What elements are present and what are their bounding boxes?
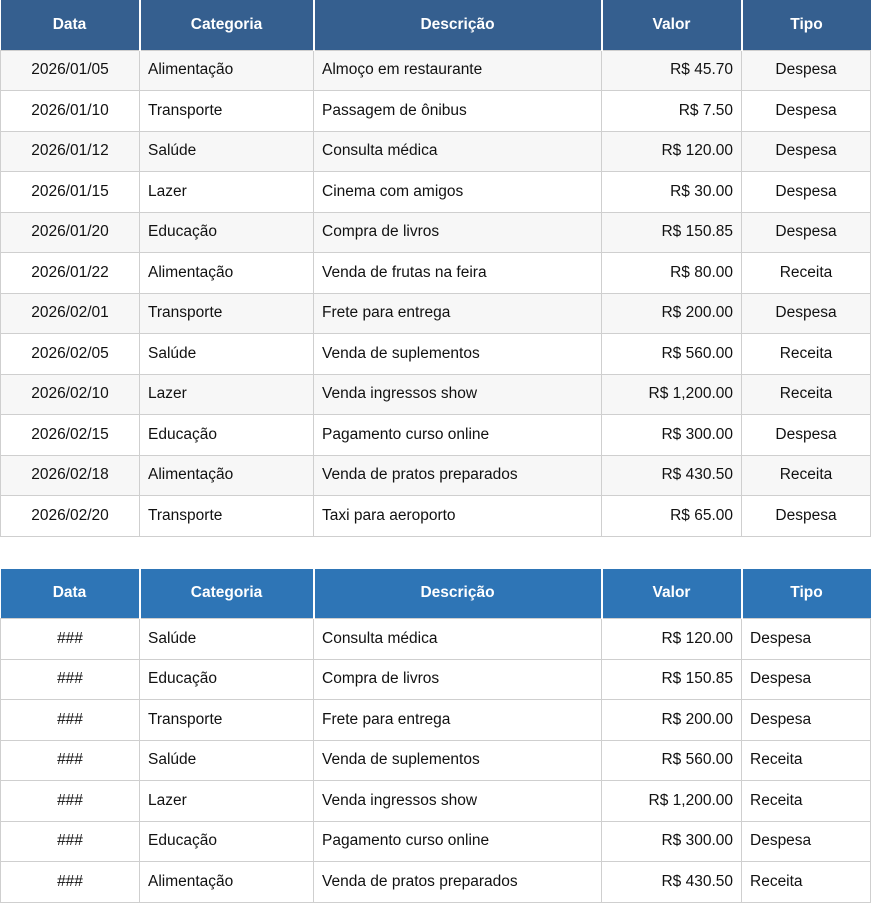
- cell-categoria[interactable]: Transporte: [140, 496, 314, 537]
- column-header-data[interactable]: Data: [1, 0, 140, 50]
- table-row[interactable]: [1, 374, 871, 415]
- cell-valor[interactable]: R$ 300.00: [602, 415, 742, 456]
- cell-descricao[interactable]: Consulta médica: [314, 131, 602, 172]
- cell-descricao[interactable]: Consulta médica: [314, 619, 602, 660]
- table-row[interactable]: [1, 253, 871, 294]
- cell-valor[interactable]: R$ 560.00: [602, 334, 742, 375]
- cell-valor[interactable]: R$ 200.00: [602, 700, 742, 741]
- cell-tipo[interactable]: Receita: [742, 862, 871, 903]
- cell-descricao[interactable]: Pagamento curso online: [314, 821, 602, 862]
- cell-valor[interactable]: R$ 1,200.00: [602, 781, 742, 822]
- cell-data[interactable]: 2026/01/15: [1, 172, 140, 213]
- cell-descricao[interactable]: Frete para entrega: [314, 293, 602, 334]
- cell-data[interactable]: 2026/01/10: [1, 91, 140, 132]
- cell-valor[interactable]: R$ 430.50: [602, 455, 742, 496]
- cell-descricao[interactable]: Venda ingressos show: [314, 374, 602, 415]
- cell-valor[interactable]: R$ 65.00: [602, 496, 742, 537]
- column-header-descricao[interactable]: Descrição: [314, 0, 602, 50]
- cell-descricao[interactable]: Venda de frutas na feira: [314, 253, 602, 294]
- cell-descricao[interactable]: Venda ingressos show: [314, 781, 602, 822]
- cell-descricao[interactable]: Pagamento curso online: [314, 415, 602, 456]
- cell-categoria[interactable]: Alimentação: [140, 455, 314, 496]
- cell-tipo[interactable]: Despesa: [742, 496, 871, 537]
- cell-data[interactable]: 2026/01/20: [1, 212, 140, 253]
- cell-data[interactable]: ###: [1, 862, 140, 903]
- cell-categoria[interactable]: Educação: [140, 212, 314, 253]
- cell-categoria[interactable]: Salúde: [140, 131, 314, 172]
- column-header-tipo-filtered[interactable]: Tipo: [742, 569, 871, 619]
- cell-data[interactable]: ###: [1, 619, 140, 660]
- cell-descricao[interactable]: Venda de suplementos: [314, 334, 602, 375]
- cell-tipo[interactable]: Despesa: [742, 659, 871, 700]
- table-row[interactable]: [1, 862, 871, 903]
- cell-tipo[interactable]: Receita: [742, 740, 871, 781]
- column-header-categoria[interactable]: Categoria: [140, 0, 314, 50]
- cell-data[interactable]: ###: [1, 740, 140, 781]
- table-row[interactable]: [1, 212, 871, 253]
- cell-categoria[interactable]: Lazer: [140, 374, 314, 415]
- column-header-categoria-filtered[interactable]: Categoria: [140, 569, 314, 619]
- cell-categoria[interactable]: Transporte: [140, 91, 314, 132]
- cell-valor[interactable]: R$ 7.50: [602, 91, 742, 132]
- table-header-row-filtered: [1, 569, 871, 619]
- table-separator-gap: [0, 537, 881, 569]
- table-row[interactable]: [1, 496, 871, 537]
- cell-descricao[interactable]: Almoço em restaurante: [314, 50, 602, 91]
- table-row[interactable]: [1, 50, 871, 91]
- table-row[interactable]: [1, 293, 871, 334]
- table-row[interactable]: [1, 700, 871, 741]
- cell-valor[interactable]: R$ 430.50: [602, 862, 742, 903]
- cell-categoria[interactable]: Alimentação: [140, 862, 314, 903]
- cell-tipo[interactable]: Despesa: [742, 212, 871, 253]
- cell-data[interactable]: 2026/02/15: [1, 415, 140, 456]
- table-row[interactable]: [1, 91, 871, 132]
- cell-valor[interactable]: R$ 120.00: [602, 619, 742, 660]
- cell-data[interactable]: ###: [1, 700, 140, 741]
- cell-tipo[interactable]: Receita: [742, 781, 871, 822]
- cell-categoria[interactable]: Alimentação: [140, 50, 314, 91]
- column-header-descricao-filtered[interactable]: Descrição: [314, 569, 602, 619]
- cell-tipo[interactable]: Despesa: [742, 172, 871, 213]
- cell-data[interactable]: 2026/02/18: [1, 455, 140, 496]
- table-row[interactable]: [1, 740, 871, 781]
- table-row[interactable]: [1, 131, 871, 172]
- cell-categoria[interactable]: Salúde: [140, 740, 314, 781]
- cell-categoria[interactable]: Transporte: [140, 293, 314, 334]
- table-row[interactable]: [1, 334, 871, 375]
- table-row[interactable]: [1, 619, 871, 660]
- column-header-valor-filtered[interactable]: Valor: [602, 569, 742, 619]
- cell-data[interactable]: 2026/02/01: [1, 293, 140, 334]
- cell-tipo[interactable]: Receita: [742, 253, 871, 294]
- table-row[interactable]: [1, 781, 871, 822]
- table-row[interactable]: [1, 821, 871, 862]
- cell-categoria[interactable]: Educação: [140, 415, 314, 456]
- column-header-valor[interactable]: Valor: [602, 0, 742, 50]
- cell-descricao[interactable]: Taxi para aeroporto: [314, 496, 602, 537]
- cell-categoria[interactable]: Salúde: [140, 334, 314, 375]
- table-body-filtered: [1, 619, 871, 903]
- cell-valor[interactable]: R$ 45.70: [602, 50, 742, 91]
- cell-valor[interactable]: R$ 1,200.00: [602, 374, 742, 415]
- cell-data[interactable]: 2026/01/22: [1, 253, 140, 294]
- cell-valor[interactable]: R$ 560.00: [602, 740, 742, 781]
- cell-valor[interactable]: R$ 300.00: [602, 821, 742, 862]
- cell-valor[interactable]: R$ 200.00: [602, 293, 742, 334]
- cell-categoria[interactable]: Educação: [140, 659, 314, 700]
- cell-categoria[interactable]: Lazer: [140, 781, 314, 822]
- cell-tipo[interactable]: Receita: [742, 374, 871, 415]
- cell-categoria[interactable]: Lazer: [140, 172, 314, 213]
- cell-tipo[interactable]: Despesa: [742, 50, 871, 91]
- table-body-full: [1, 50, 871, 536]
- cell-descricao[interactable]: Frete para entrega: [314, 700, 602, 741]
- cell-data[interactable]: 2026/01/12: [1, 131, 140, 172]
- cell-data[interactable]: 2026/02/10: [1, 374, 140, 415]
- column-header-data-filtered[interactable]: Data: [1, 569, 140, 619]
- table-row[interactable]: [1, 172, 871, 213]
- cell-tipo[interactable]: Despesa: [742, 293, 871, 334]
- cell-tipo[interactable]: Despesa: [742, 700, 871, 741]
- cell-tipo[interactable]: Despesa: [742, 415, 871, 456]
- cell-valor[interactable]: R$ 30.00: [602, 172, 742, 213]
- table-row[interactable]: [1, 415, 871, 456]
- cell-data[interactable]: ###: [1, 781, 140, 822]
- cell-valor[interactable]: R$ 150.85: [602, 659, 742, 700]
- cell-descricao[interactable]: Compra de livros: [314, 212, 602, 253]
- cell-descricao[interactable]: Cinema com amigos: [314, 172, 602, 213]
- cell-tipo[interactable]: Despesa: [742, 821, 871, 862]
- cell-categoria[interactable]: Transporte: [140, 700, 314, 741]
- transactions-table-filtered: [0, 569, 871, 903]
- cell-categoria[interactable]: Educação: [140, 821, 314, 862]
- cell-descricao[interactable]: Venda de suplementos: [314, 740, 602, 781]
- cell-data[interactable]: 2026/01/05: [1, 50, 140, 91]
- cell-data[interactable]: 2026/02/05: [1, 334, 140, 375]
- cell-valor[interactable]: R$ 80.00: [602, 253, 742, 294]
- cell-descricao[interactable]: Compra de livros: [314, 659, 602, 700]
- table-header-row-full: [1, 0, 871, 50]
- cell-descricao[interactable]: Venda de pratos preparados: [314, 862, 602, 903]
- cell-tipo[interactable]: Despesa: [742, 91, 871, 132]
- cell-valor[interactable]: R$ 150.85: [602, 212, 742, 253]
- cell-categoria[interactable]: Salúde: [140, 619, 314, 660]
- cell-tipo[interactable]: Despesa: [742, 619, 871, 660]
- cell-tipo[interactable]: Receita: [742, 455, 871, 496]
- cell-data[interactable]: ###: [1, 659, 140, 700]
- cell-descricao[interactable]: Venda de pratos preparados: [314, 455, 602, 496]
- cell-data[interactable]: 2026/02/20: [1, 496, 140, 537]
- cell-categoria[interactable]: Alimentação: [140, 253, 314, 294]
- table-row[interactable]: [1, 659, 871, 700]
- cell-tipo[interactable]: Despesa: [742, 131, 871, 172]
- column-header-tipo[interactable]: Tipo: [742, 0, 871, 50]
- cell-tipo[interactable]: Receita: [742, 334, 871, 375]
- table-row[interactable]: [1, 455, 871, 496]
- cell-data[interactable]: ###: [1, 821, 140, 862]
- cell-descricao[interactable]: Passagem de ônibus: [314, 91, 602, 132]
- cell-valor[interactable]: R$ 120.00: [602, 131, 742, 172]
